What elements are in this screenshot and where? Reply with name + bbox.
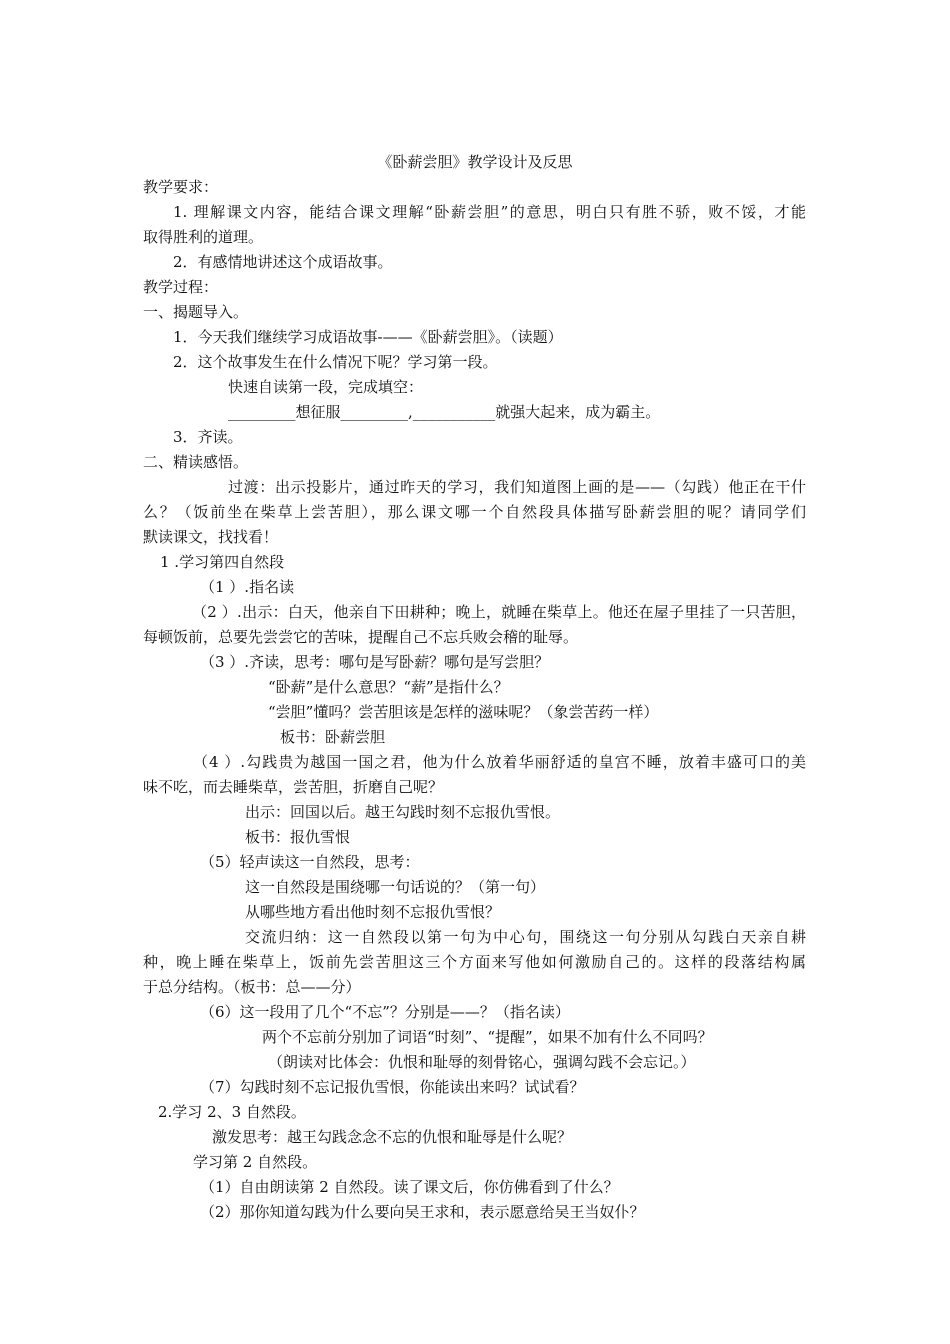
text-line: （2 ）.出示：白天，他亲自下田耕种；晚上，就睡在柴草上。他还在屋子里挂了一只苦胆， <box>192 603 806 621</box>
text-line: 默读课文，找找看！ <box>143 528 279 546</box>
fill-blank-line: _________想征服_________,___________就强大起来，成为霸主。 <box>228 403 661 421</box>
text-line: （6）这一段用了几个“不忘”？分别是——？（指名读） <box>200 1003 570 1021</box>
text-line: （2）那你知道勾践为什么要向吴王求和，表示愿意给吴王当奴仆？ <box>200 1203 645 1221</box>
section-heading: 教学过程： <box>143 278 219 296</box>
text-line: 于总分结构。（板书：总——分） <box>143 978 361 996</box>
text-line: 种，晚上睡在柴草上，饭前先尝苦胆这三个方面来写他如何激励自己的。这样的段落结构属 <box>143 953 806 971</box>
text-line: 味不吃，而去睡柴草，尝苦胆，折磨自己呢？ <box>143 778 444 796</box>
subsection-heading: 2.学习 2、3 自然段。 <box>158 1103 306 1121</box>
text-line: （1 ）.指名读 <box>200 578 295 596</box>
text-line: 两个不忘前分别加了词语“时刻”、“提醒”，如果不加有什么不同吗？ <box>262 1028 713 1046</box>
text-line: 交流归纳：这一自然段以第一句为中心句，围绕这一句分别从勾践白天亲自耕 <box>245 928 806 946</box>
text-line: （5）轻声读这一自然段，思考： <box>200 853 420 871</box>
text-line: “尝胆”懂吗？尝苦胆该是怎样的滋味呢？（象尝苦药一样） <box>268 703 659 721</box>
text-line: 每顿饭前，总要先尝尝它的苦味，提醒自己不忘兵败会稽的耻辱。 <box>143 628 579 646</box>
text-line: （4 ）.勾践贵为越国一国之君，他为什么放着华丽舒适的皇宫不睡，放着丰盛可口的美 <box>193 753 806 771</box>
text-line: 1．今天我们继续学习成语故事-——《卧薪尝胆》。（读题） <box>173 328 563 346</box>
text-line: “卧薪”是什么意思？“薪”是指什么？ <box>268 678 509 696</box>
board-note: 板书：卧薪尝胆 <box>280 728 386 746</box>
text-line: 学习第 2 自然段。 <box>193 1153 318 1171</box>
doc-title: 《卧薪尝胆》教学设计及反思 <box>377 153 573 171</box>
text-line: （1）自由朗读第 2 自然段。读了课文后，你仿佛看到了什么？ <box>200 1178 619 1196</box>
text-line: 出示：回国以后。越王勾践时刻不忘报仇雪恨。 <box>245 803 561 821</box>
text-line: 从哪些地方看出他时刻不忘报仇雪恨？ <box>245 903 501 921</box>
text-line: 1. 理解课文内容，能结合课文理解“卧薪尝胆”的意思，明白只有胜不骄，败不馁，才能 <box>173 203 806 221</box>
section-heading: 教学要求： <box>143 178 219 196</box>
text-line: 取得胜利的道理。 <box>143 228 264 246</box>
subsection-heading: 1 .学习第四自然段 <box>160 553 285 571</box>
text-line: （朗读对比体会：仇恨和耻辱的刻骨铭心，强调勾践不会忘记。） <box>268 1053 696 1071</box>
text-line: 么？（饭前坐在柴草上尝苦胆），那么课文哪一个自然段具体描写卧薪尝胆的呢？请同学们 <box>143 503 806 521</box>
text-line: 快速自读第一段，完成填空： <box>228 378 424 396</box>
section-heading: 二、精读感悟。 <box>143 453 249 471</box>
text-line: （3 ）.齐读，思考：哪句是写卧薪？哪句是写尝胆？ <box>200 653 550 671</box>
text-line: 2．有感情地讲述这个成语故事。 <box>173 253 393 271</box>
text-line: 这一自然段是围绕哪一句话说的？（第一句） <box>245 878 546 896</box>
text-line: 2．这个故事发生在什么情况下呢？学习第一段。 <box>173 353 498 371</box>
board-note: 板书：报仇雪恨 <box>245 828 351 846</box>
text-line: （7）勾践时刻不忘记报仇雪恨，你能读出来吗？试试看？ <box>200 1078 585 1096</box>
text-line: 3．齐读。 <box>173 428 243 446</box>
text-line: 激发思考：越王勾践念念不忘的仇恨和耻辱是什么呢？ <box>212 1128 573 1146</box>
section-heading: 一、揭题导入。 <box>143 303 249 321</box>
text-line: 过渡：出示投影片，通过昨天的学习，我们知道图上画的是——（勾践）他正在干什 <box>228 478 806 496</box>
